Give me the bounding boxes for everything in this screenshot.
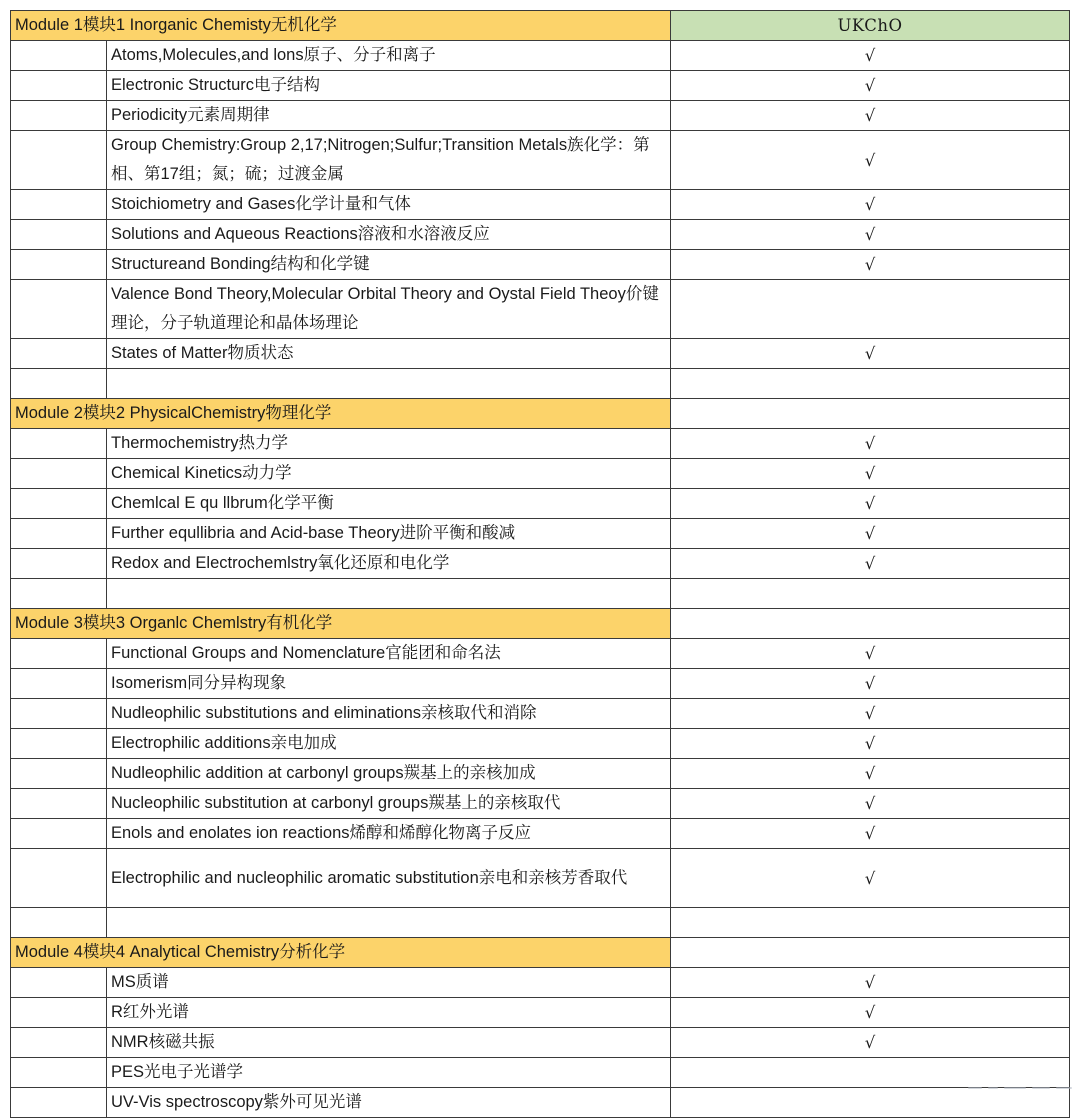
- topic-cell: Thermochemistry热力学: [107, 429, 671, 459]
- module-1-title: Module 1模块1 Inorganic Chemisty无机化学: [11, 11, 671, 41]
- table-row: [11, 71, 1070, 101]
- table-row: [11, 849, 1070, 908]
- table-row: [11, 759, 1070, 789]
- check-mark: √: [671, 131, 1070, 190]
- watermark-mark: [962, 1079, 1072, 1097]
- check-mark: √: [671, 1028, 1070, 1058]
- indent-cell: [11, 41, 107, 71]
- check-mark: √: [671, 220, 1070, 250]
- topic-cell: Electrophilic and nucleophilic aromatic substitution亲电和亲核芳香取代: [107, 849, 671, 908]
- check-mark: √: [671, 190, 1070, 220]
- ukcho-column-header: UKChO: [671, 11, 1070, 41]
- table-row: [11, 489, 1070, 519]
- check-mark: √: [671, 250, 1070, 280]
- table-row: [11, 968, 1070, 998]
- empty-cell: [107, 908, 671, 938]
- indent-cell: [11, 190, 107, 220]
- indent-cell: [11, 489, 107, 519]
- check-mark: √: [671, 489, 1070, 519]
- spacer-row: [11, 369, 1070, 399]
- table-row: [11, 250, 1070, 280]
- watermark-stroke: [968, 1087, 982, 1089]
- table-row: [11, 699, 1070, 729]
- watermark-stroke: [1056, 1087, 1072, 1089]
- check-mark: √: [671, 339, 1070, 369]
- indent-cell: [11, 549, 107, 579]
- topic-cell: Enols and enolates ion reactions烯醇和烯醇化物离子反应: [107, 819, 671, 849]
- indent-cell: [11, 789, 107, 819]
- table-row: [11, 1028, 1070, 1058]
- topic-cell: Chemlcal E qu llbrum化学平衡: [107, 489, 671, 519]
- indent-cell: [11, 339, 107, 369]
- indent-cell: [11, 250, 107, 280]
- table-row: [11, 190, 1070, 220]
- topic-cell: Periodicity元素周期律: [107, 101, 671, 131]
- table-row: [11, 41, 1070, 71]
- topic-cell: PES光电子光谱学: [107, 1058, 671, 1088]
- table-row: [11, 819, 1070, 849]
- check-mark: √: [671, 549, 1070, 579]
- indent-cell: [11, 101, 107, 131]
- check-mark: √: [671, 429, 1070, 459]
- topic-cell: Nucleophilic substitution at carbonyl groups羰基上的亲核取代: [107, 789, 671, 819]
- topic-cell: Stoichiometry and Gases化学计量和气体: [107, 190, 671, 220]
- module-header-row: [11, 11, 1070, 41]
- syllabus-table: [10, 10, 1070, 1118]
- topic-cell: Structureand Bonding结构和化学键: [107, 250, 671, 280]
- table-row: [11, 1088, 1070, 1118]
- indent-cell: [11, 459, 107, 489]
- topic-cell: Valence Bond Theory,Molecular Orbital Theory and Oystal Field Theoy价键理论，分子轨道理论和晶体场理论: [107, 280, 671, 339]
- topic-cell: R红外光谱: [107, 998, 671, 1028]
- indent-cell: [11, 519, 107, 549]
- check-mark: √: [671, 849, 1070, 908]
- indent-cell: [11, 699, 107, 729]
- check-mark: √: [671, 819, 1070, 849]
- empty-cell: [107, 369, 671, 399]
- indent-cell: [11, 968, 107, 998]
- check-mark: √: [671, 968, 1070, 998]
- topic-cell: Atoms,Molecules,and lons原子、分子和离子: [107, 41, 671, 71]
- check-mark: √: [671, 759, 1070, 789]
- indent-cell: [11, 1088, 107, 1118]
- indent-cell: [11, 998, 107, 1028]
- check-mark: √: [671, 41, 1070, 71]
- check-mark: √: [671, 459, 1070, 489]
- check-mark: √: [671, 71, 1070, 101]
- indent-cell: [11, 579, 107, 609]
- table-row: [11, 519, 1070, 549]
- indent-cell: [11, 669, 107, 699]
- module-header-row: [11, 609, 1070, 639]
- topic-cell: MS质谱: [107, 968, 671, 998]
- module-4-title: Module 4模块4 Analytical Chemistry分析化学: [11, 938, 671, 968]
- topic-cell: Redox and Electrochemlstry氧化还原和电化学: [107, 549, 671, 579]
- table-row: [11, 220, 1070, 250]
- watermark-stroke: [1032, 1087, 1050, 1089]
- indent-cell: [11, 639, 107, 669]
- check-mark: [671, 280, 1070, 339]
- table-row: [11, 429, 1070, 459]
- table-row: [11, 101, 1070, 131]
- indent-cell: [11, 849, 107, 908]
- table-row: [11, 339, 1070, 369]
- indent-cell: [11, 131, 107, 190]
- topic-cell: Further equllibria and Acid-base Theory进阶平衡和酸减: [107, 519, 671, 549]
- topic-cell: Electrophilic additions亲电加成: [107, 729, 671, 759]
- topic-cell: Electronic Structurc电子结构: [107, 71, 671, 101]
- topic-cell: UV-Vis spectroscopy紫外可见光谱: [107, 1088, 671, 1118]
- table-row: [11, 459, 1070, 489]
- empty-cell: [671, 579, 1070, 609]
- indent-cell: [11, 220, 107, 250]
- table-row: [11, 729, 1070, 759]
- check-mark: √: [671, 519, 1070, 549]
- topic-cell: Group Chemistry:Group 2,17;Nitrogen;Sulfur;Transition Metals族化学：第相、第17组；氮；硫；过渡金属: [107, 131, 671, 190]
- indent-cell: [11, 429, 107, 459]
- topic-cell: States of Matter物质状态: [107, 339, 671, 369]
- indent-cell: [11, 1028, 107, 1058]
- indent-cell: [11, 1058, 107, 1088]
- topic-cell: Nudleophilic substitutions and eliminations亲核取代和消除: [107, 699, 671, 729]
- topic-cell: Nudleophilic addition at carbonyl groups羰基上的亲核加成: [107, 759, 671, 789]
- table-row: [11, 639, 1070, 669]
- empty-cell: [671, 938, 1070, 968]
- topic-cell: Chemical Kinetics动力学: [107, 459, 671, 489]
- check-mark: √: [671, 789, 1070, 819]
- empty-cell: [671, 399, 1070, 429]
- indent-cell: [11, 759, 107, 789]
- module-header-row: [11, 399, 1070, 429]
- indent-cell: [11, 71, 107, 101]
- check-mark: √: [671, 101, 1070, 131]
- topic-cell: NMR核磁共振: [107, 1028, 671, 1058]
- table-row: [11, 998, 1070, 1028]
- indent-cell: [11, 280, 107, 339]
- table-row: [11, 131, 1070, 190]
- empty-cell: [107, 579, 671, 609]
- check-mark: √: [671, 669, 1070, 699]
- module-header-row: [11, 938, 1070, 968]
- empty-cell: [671, 609, 1070, 639]
- indent-cell: [11, 729, 107, 759]
- topic-cell: Functional Groups and Nomenclature官能团和命名法: [107, 639, 671, 669]
- empty-cell: [671, 369, 1070, 399]
- table-row: [11, 549, 1070, 579]
- indent-cell: [11, 369, 107, 399]
- check-mark: √: [671, 998, 1070, 1028]
- check-mark: √: [671, 699, 1070, 729]
- empty-cell: [671, 908, 1070, 938]
- check-mark: √: [671, 639, 1070, 669]
- indent-cell: [11, 819, 107, 849]
- module-3-title: Module 3模块3 Organlc Chemlstry有机化学: [11, 609, 671, 639]
- table-row: [11, 280, 1070, 339]
- spacer-row: [11, 579, 1070, 609]
- table-row: [11, 789, 1070, 819]
- watermark-stroke: [988, 1087, 998, 1089]
- topic-cell: Isomerism同分异构现象: [107, 669, 671, 699]
- module-2-title: Module 2模块2 PhysicalChemistry物理化学: [11, 399, 671, 429]
- indent-cell: [11, 908, 107, 938]
- spacer-row: [11, 908, 1070, 938]
- watermark-stroke: [1004, 1087, 1026, 1089]
- table-row: [11, 669, 1070, 699]
- check-mark: √: [671, 729, 1070, 759]
- topic-cell: Solutions and Aqueous Reactions溶液和水溶液反应: [107, 220, 671, 250]
- table-row: [11, 1058, 1070, 1088]
